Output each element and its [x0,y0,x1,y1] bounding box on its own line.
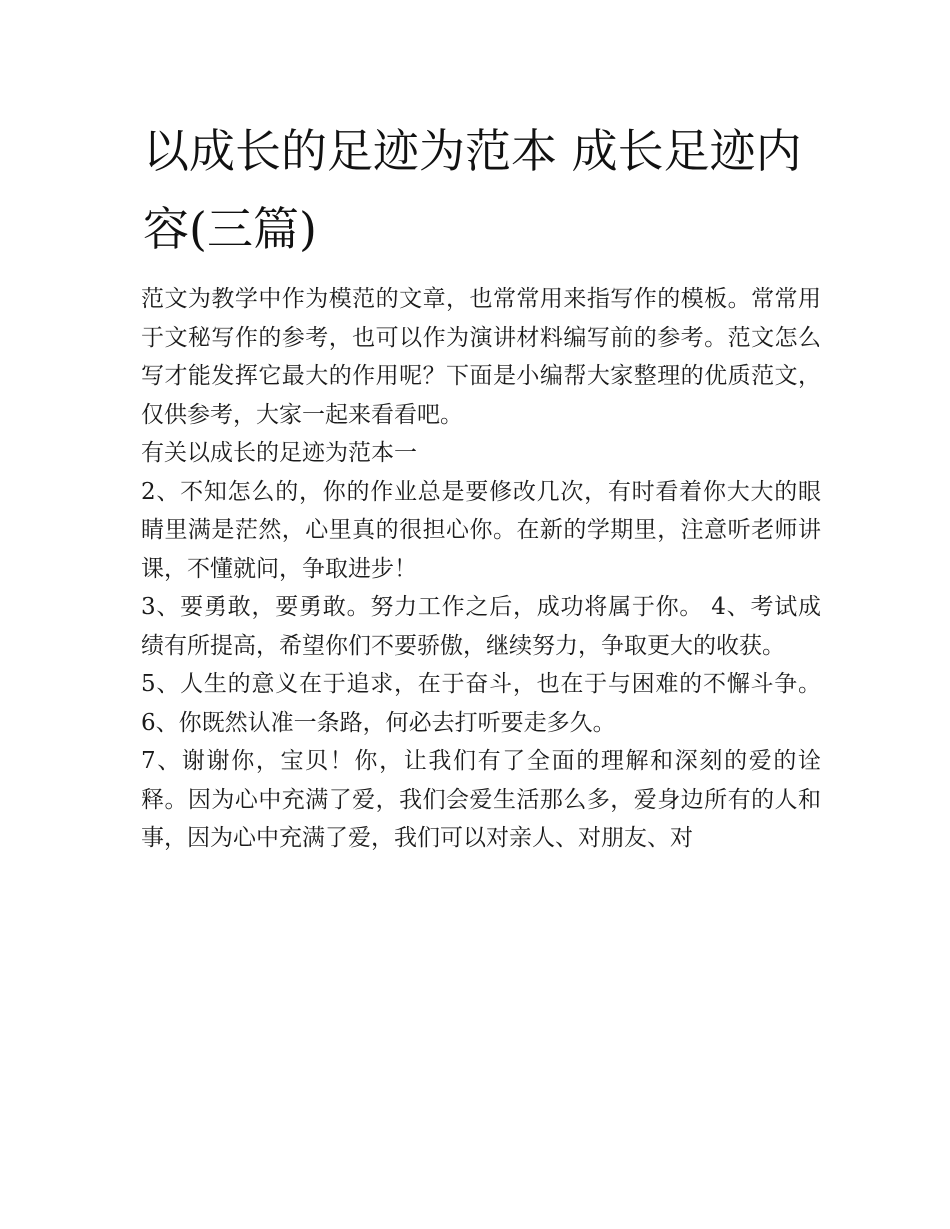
document-body [141,280,821,858]
body-paragraph: 5、人生的意义在于追求，在于奋斗，也在于与困难的不懈斗争。 6、你既然认准一条路，何必去打听要走多久。 [141,671,821,736]
body-paragraph: 3、要勇敢，要勇敢。努力工作之后，成功将属于你。 4、考试成绩有所提高，希望你们不要骄傲，继续努力，争取更大的收获。 [141,594,821,659]
body-paragraph: 2、不知怎么的，你的作业总是要修改几次，有时看着你大大的眼睛里满是茫然，心里真的很担心你。在新的学期里，注意听老师讲课，不懂就问，争取进步！ [141,478,821,582]
body-paragraph: 7、谢谢你，宝贝！你，让我们有了全面的理解和深刻的爱的诠释。因为心中充满了爱，我们会爱生活那么多，爱身边所有的人和事，因为心中充满了爱，我们可以对亲人、对朋友、对 [141,748,821,851]
document-title: 以成长的足迹为范本 成长足迹内容(三篇) [143,124,802,256]
intro-paragraph: 范文为教学中作为模范的文章，也常常用来指写作的模板。常常用于文秘写作的参考，也可以作为演讲材料编写前的参考。范文怎么写才能发挥它最大的作用呢？下面是小编帮大家整理的优质范文，仅供参考，大家一起来看看吧。 [141,286,821,428]
section-heading: 有关以成长的足迹为范本一 [141,440,417,466]
